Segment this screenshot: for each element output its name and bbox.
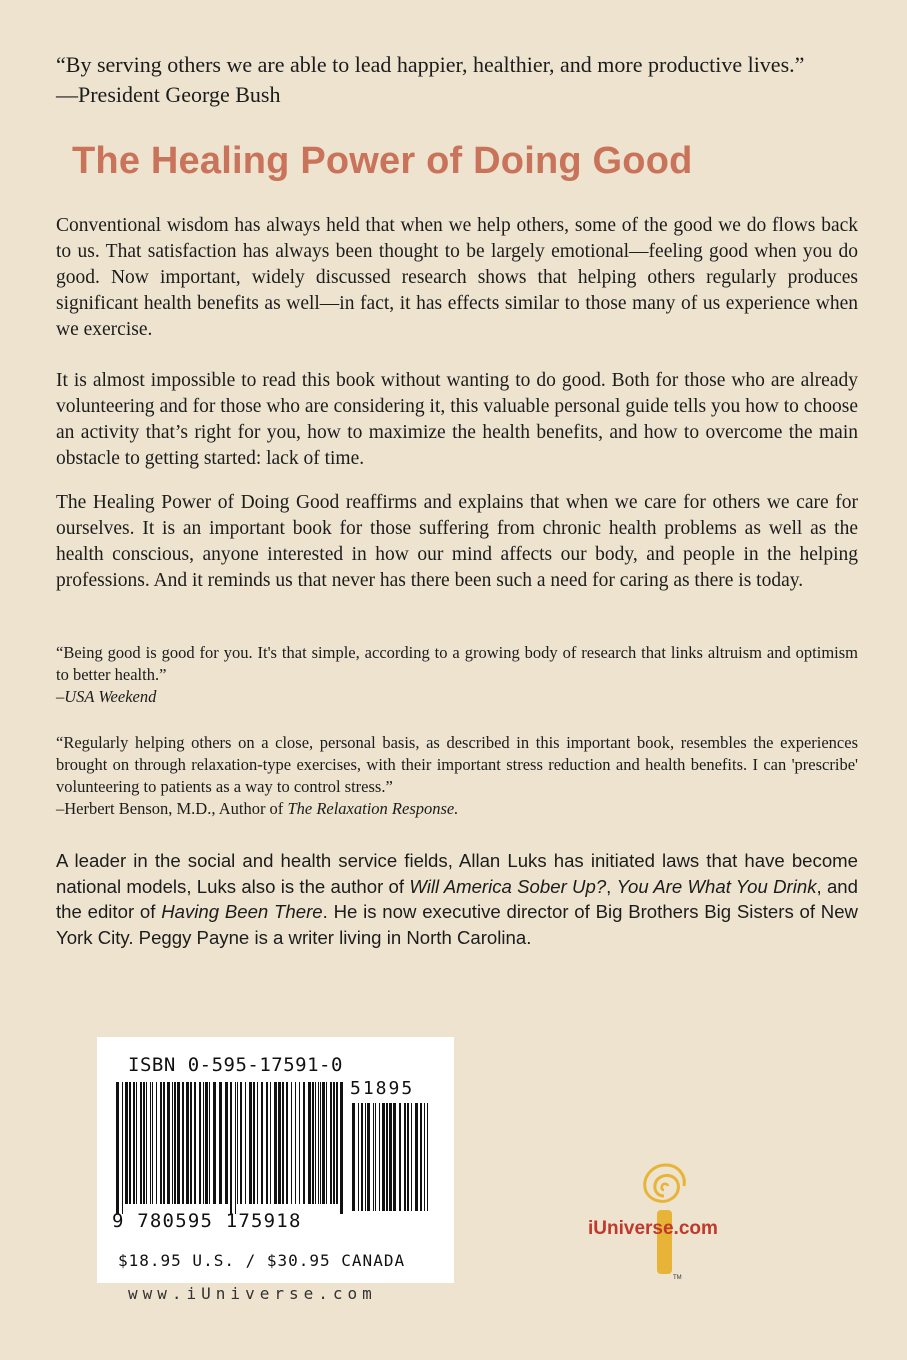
barcode-bar [278,1082,281,1204]
description-paragraph-3 [56,490,858,594]
attribution-dash: – [56,687,65,706]
barcode-bar [133,1082,135,1204]
barcode-bar [286,1082,288,1204]
barcode-bar [393,1103,396,1211]
author-bio [56,848,858,950]
barcode-bar [209,1082,210,1204]
bio-book-title: Having Been There [161,901,323,922]
review-attribution [56,798,858,820]
bio-book-title: Will America Sober Up? [409,875,607,897]
top-quote-attribution: —President George Bush [56,82,281,107]
barcode-bar [174,1082,176,1204]
barcode-bar [303,1082,305,1204]
barcode-bar [190,1082,192,1204]
barcode-bar [230,1082,232,1214]
barcode-bar [282,1082,284,1204]
attribution-author: –Herbert Benson, M.D., Author of [56,799,288,818]
barcode-bar [146,1082,147,1204]
review-attribution [56,686,858,708]
barcode-bar [340,1082,343,1214]
isbn-barcode [114,1082,344,1214]
barcode-bar [352,1103,355,1211]
barcode-bar [203,1082,204,1204]
barcode-bar [160,1082,162,1204]
barcode-bar [116,1082,119,1214]
barcode-bar [322,1082,325,1204]
barcode-bar [249,1082,252,1204]
description-paragraph-2 [56,368,858,472]
barcode-bar [379,1103,380,1211]
isbn-label: ISBN 0-595-17591-0 [128,1054,343,1076]
barcode-bar [373,1103,374,1211]
barcode-bar [415,1103,418,1211]
barcode-bar [382,1103,385,1211]
author-bio-text [56,848,858,950]
barcode-bar [266,1082,268,1204]
barcode-bar [312,1082,314,1204]
barcode-bar [315,1082,316,1204]
bio-part: . He is now executive director of Big Brothers Big Sisters of New York City. Peggy Payne is a writer living in North Carolina. [56,901,858,948]
barcode-bar [167,1082,170,1204]
barcode-bar [389,1103,392,1211]
barcode-bar [194,1082,196,1204]
barcode-bar [235,1082,236,1214]
barcode-bar [129,1082,131,1204]
description-paragraph-1 [56,213,858,343]
book-title: The Healing Power of Doing Good [72,140,693,182]
barcode-bar [427,1103,428,1211]
barcode-bar [336,1082,338,1204]
barcode-bar [291,1082,292,1204]
attribution-book: The Relaxation Response. [287,799,459,818]
barcode-bar [225,1082,228,1204]
barcode-bar [320,1082,321,1204]
barcode-bar [182,1082,184,1204]
barcode-bar [237,1082,238,1204]
bio-part: A leader in the social and health service fields, Allan Luks has initiated laws that have become national models, Luks also is the author of [56,850,858,897]
review-text: “Regularly helping others on a close, personal basis, as described in this important book, resembles the experiences brought on through relaxation-type exercises, with their important stress reduction and health benefits. I can 'prescribe' volunteering to patients as a way to control stress.” [56,733,858,796]
barcode-bar [404,1103,406,1211]
barcode-bar [299,1082,300,1204]
barcode-bar [367,1103,370,1211]
barcode-bar [152,1082,153,1204]
website-url: www.iUniverse.com [128,1284,377,1303]
barcode-bar [318,1082,319,1204]
barcode-bar [365,1103,366,1211]
ean-digits: 9 780595 175918 [112,1210,302,1232]
paragraph-text: Conventional wisdom has always held that when we help others, some of the good we do flows back to us. That satisfaction has always been thought to be largely emotional—feeling good when you do good. Now important, widely discussed research shows that helping others regularly produces significant health benefits as well—in fact, it has effects similar to those many of us experience when we exercise. [56,215,858,340]
barcode-bar [177,1082,180,1204]
barcode-bar [358,1103,359,1211]
barcode-bar [186,1082,189,1204]
review-quote-1 [56,642,858,708]
barcode-bar [411,1103,412,1211]
barcode-bar [361,1103,363,1211]
barcode-bar [140,1082,142,1204]
barcode-bar [407,1103,409,1211]
price-label: $18.95 U.S. / $30.95 CANADA [118,1251,406,1270]
barcode-bar [245,1082,246,1204]
barcode-bar [257,1082,258,1204]
review-text: “Being good is good for you. It's that simple, according to a growing body of research that links altruism and optimism to better health.” [56,643,858,684]
barcode-bar [213,1082,216,1204]
barcode-bar [172,1082,173,1204]
barcode-bar [219,1082,222,1204]
barcode-bar [163,1082,165,1204]
barcode-bar [420,1103,422,1211]
barcode-bar [253,1082,255,1204]
barcode-bar [125,1082,128,1204]
barcode-bar [308,1082,311,1204]
barcode-bar [326,1082,327,1204]
top-quote-text: “By serving others we are able to lead happier, healthier, and more productive lives.” [56,52,805,77]
barcode-bar [240,1082,242,1204]
bio-part: , and the editor of [56,875,858,922]
barcode-bar [143,1082,145,1204]
attribution-source: USA Weekend [64,687,157,706]
barcode-bar [150,1082,151,1204]
barcode-bar [199,1082,201,1204]
barcode-bar [295,1082,296,1204]
top-quote [56,50,876,110]
publisher-brand: iUniverse.com [588,1218,718,1239]
paragraph-text: The Healing Power of Doing Good reaffirms and explains that when we care for others we care for ourselves. It is an important book for those suffering from chronic health problems as well as the health conscious, anyone interested in how our mind affects our body, and people in the helping professions. And it reminds us that never has there been such a need for caring as there is today. [56,492,858,591]
barcode-bar [136,1082,137,1204]
bio-book-title: You Are What You Drink [616,875,817,897]
trademark-mark: TM [673,1275,682,1280]
price-code: 51895 [350,1078,415,1099]
barcode-bar [261,1082,263,1204]
barcode-bar [330,1082,332,1204]
barcode-bar [156,1082,157,1204]
barcode-bar [274,1082,277,1204]
barcode-bar [270,1082,271,1204]
barcode-bar [424,1103,425,1211]
price-barcode [350,1103,432,1211]
barcode-bar [333,1082,335,1204]
barcode-bar [399,1103,401,1211]
barcode-bar [122,1082,123,1214]
paragraph-text: It is almost impossible to read this book without wanting to do good. Both for those who are already volunteering and for those who are considering it, this valuable personal guide tells you how to choose an activity that’s right for you, how to maximize the health benefits, and how to overcome the main obstacle to getting started: lack of time. [56,370,858,469]
review-quote-2 [56,732,858,820]
barcode-bar [205,1082,208,1204]
barcode-bar [386,1103,388,1211]
bio-part: , [606,875,617,897]
barcode-bar [375,1103,376,1211]
